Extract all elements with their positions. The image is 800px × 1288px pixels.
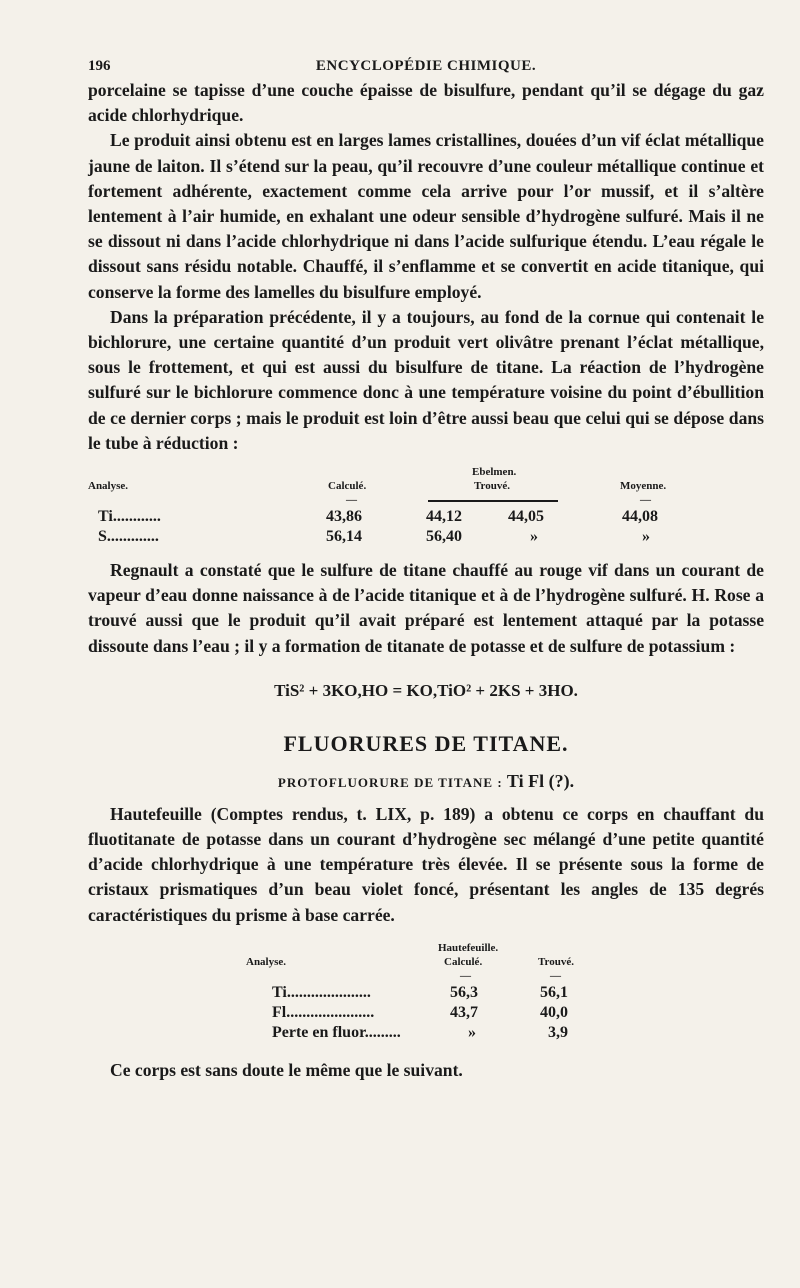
table1-row-s-moyenne: »: [642, 528, 650, 546]
table1-row-s-t1: 56,40: [426, 528, 462, 546]
paragraph-5-text: Hautefeuille (Comptes rendus, t. LIX, p. 189) a obtenu ce corps en chauffant du fluotitanate de potasse dans un courant d’hydrogène sec mélangé d’une petite quantité d’acide chlorhydrique à une température très élevée. Il se présente sous la forme de cristaux prismatiques d’un beau violet foncé, présentant les angles de 135 degrés caractéristiques du prisme à base carrée.: [88, 803, 764, 925]
table2-header-analyse: Analyse.: [246, 955, 287, 968]
table1-header-calcule: Calculé.: [328, 480, 367, 493]
paragraph-5: [88, 802, 764, 928]
paragraph-4: Regnault a constaté que le sulfure de titane chauffé au rouge vif dans un courant de vapeur d’eau donne naissance à de l’acide titanique et à de l’hydrogène sulfuré. H. Rose a trouvé aussi que le produit qu’il avait préparé est lentement attaqué par la potasse dissoute dans l’eau ; il y a formation de titanate de potasse et de sulfure de potassium :: [88, 560, 764, 656]
reaction-equation: TiS² + 3KO,HO = KO,TiO² + 2KS + 3HO.: [274, 680, 578, 700]
table2-header-trouve: Trouvé.: [538, 955, 574, 968]
table1-group-header: Ebelmen.: [472, 466, 517, 479]
table1-header-analyse: Analyse.: [88, 480, 129, 493]
table2-dash-calcule: —: [460, 969, 471, 982]
table1-dash-calcule: —: [346, 494, 357, 507]
table2-row-fl-label: Fl......................: [272, 1003, 375, 1021]
table1-dash-moyenne: —: [640, 494, 651, 507]
table2-row-fl-trouve: 40,0: [540, 1003, 568, 1021]
table1-trouve-brace: [428, 500, 558, 506]
table1-row-s-calcule: 56,14: [326, 528, 362, 546]
analysis-table-hautefeuille: [88, 938, 764, 1046]
table2-dash-trouve: —: [550, 969, 561, 982]
table1-row-ti-t2: 44,05: [508, 508, 544, 526]
table2-row-fl-calcule: 43,7: [450, 1003, 478, 1021]
paragraph-1: porcelaine se tapisse d’une couche épaisse de bisulfure, pendant qu’il se dégage du gaz acide chlorhydrique.: [88, 80, 764, 126]
table2-row-perte-calcule: »: [468, 1023, 476, 1041]
page: [88, 50, 764, 1083]
table2-row-ti-label: Ti.....................: [272, 983, 371, 1001]
table1-header-moyenne: Moyenne.: [620, 480, 667, 493]
subsection-label: PROTOFLUORURE DE TITANE :: [277, 774, 503, 790]
page-number: 196: [88, 58, 111, 74]
paragraph-2: Le produit ainsi obtenu est en larges lames cristallines, douées d’un vif éclat métallique jaune de laiton. Il s’étend sur la peau, qu’il recouvre d’une couleur métallique continue et fortement adhérente, exactement comme cela arrive pour l’or mussif, et il s’altère lentement à l’air humide, en exhalant une odeur sensible d’hydrogène sulfuré. Mais il ne se dissout ni dans l’acide chlorhydrique ni dans l’acide sulfurique étendu. L’eau régale le dissout sans résidu notable. Chauffé, il s’enflamme et se convertit en acide titanique, qui conserve la forme des lamelles du bisulfure employé.: [88, 130, 764, 302]
table2-group-header: Hautefeuille.: [438, 941, 499, 954]
table2-header-calcule: Calculé.: [444, 955, 483, 968]
table1-row-ti-label: Ti............: [98, 508, 161, 526]
running-title: ENCYCLOPÉDIE CHIMIQUE.: [315, 58, 537, 74]
table2-row-perte-label: Perte en fluor.........: [272, 1023, 401, 1041]
section-title: FLUORURES DE TITANE.: [283, 730, 569, 756]
table1-row-ti-calcule: 43,86: [326, 508, 362, 526]
table2-row-ti-trouve: 56,1: [540, 983, 568, 1001]
paragraph-3: Dans la préparation précédente, il y a toujours, au fond de la cornue qui contenait le bichlorure, une certaine quantité d’un produit vert olivâtre prenant l’éclat métallique, sous le frottement, et qui est aussi du bisulfure de titane. La réaction de l’hydrogène sulfuré sur le bichlorure commence donc à une température voisine du point d’ébullition de ce dernier corps ; mais le produit est loin d’être aussi beau que celui qui se dépose dans le tube à réduction :: [88, 306, 764, 453]
table1-header-trouve: Trouvé.: [474, 480, 510, 493]
paragraph-6: Ce corps est sans doute le même que le suivant.: [110, 1059, 463, 1080]
page-header: [88, 50, 764, 78]
table2-row-perte-trouve: 3,9: [548, 1023, 568, 1041]
table1-row-ti-t1: 44,12: [426, 508, 462, 526]
table2-row-ti-calcule: 56,3: [450, 983, 478, 1001]
subsection-formula: Ti Fl (?).: [506, 770, 575, 791]
table1-row-ti-moyenne: 44,08: [622, 508, 658, 526]
table1-row-s-t2: »: [530, 528, 538, 546]
table1-row-s-label: S.............: [98, 528, 159, 546]
analysis-table-ebelmen: [88, 464, 764, 550]
subsection-title: [88, 771, 764, 792]
